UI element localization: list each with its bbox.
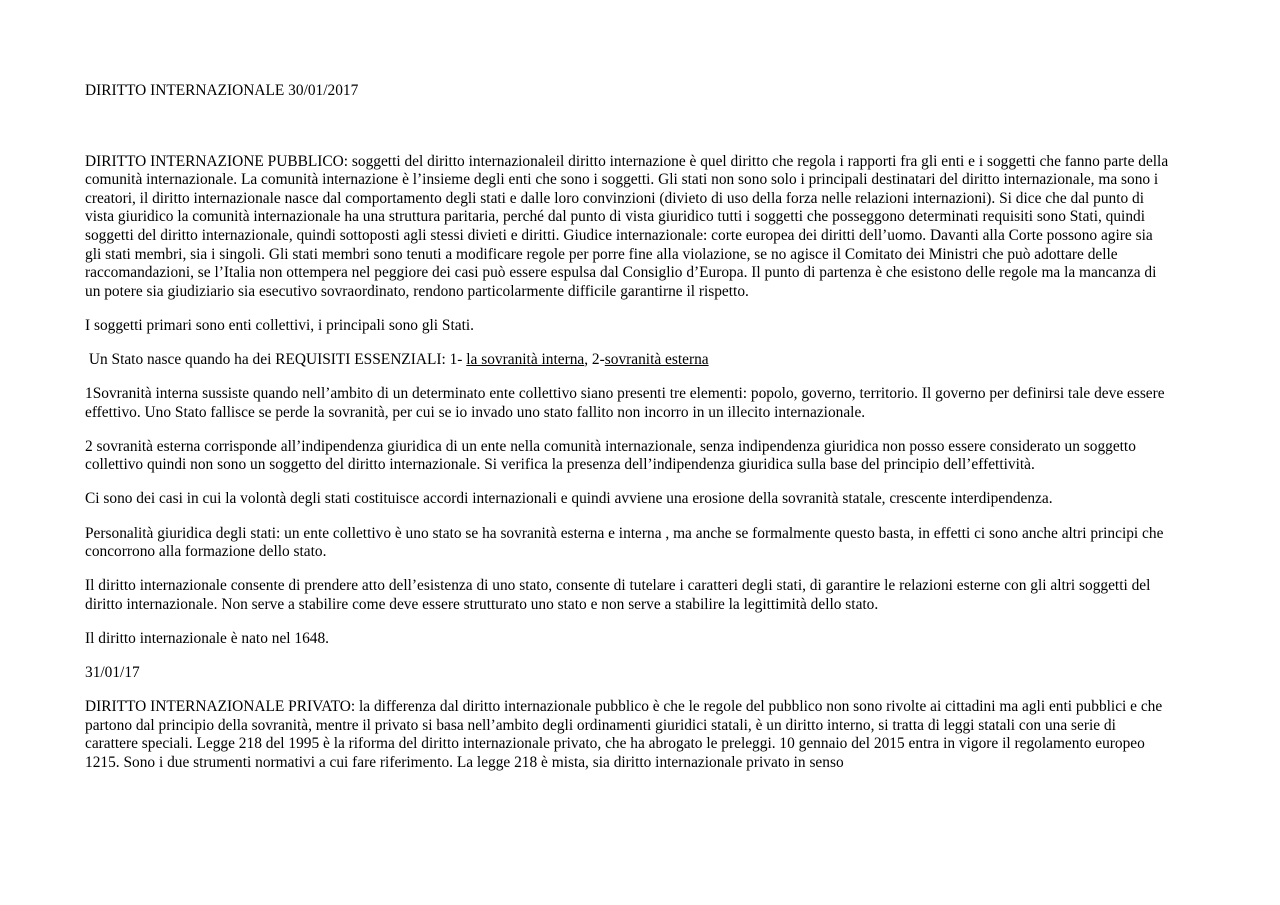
paragraph-primary-subjects: I soggetti primari sono enti collettivi, i principali sono gli Stati. (85, 316, 474, 334)
document-title: DIRITTO INTERNAZIONALE 30/01/2017 (85, 82, 359, 99)
paragraph-private-law: DIRITTO INTERNAZIONALE PRIVATO: la differenza dal diritto internazionale pubblico è che le regole del pubblico non sono rivolte ai cittadini ma agli enti pubblici e che partono dal principio della sovranità, mentre il privato si basa nell’ambito degli ordinamenti giuridici statali, è un diritto interno, si tratta di leggi statali con una serie di carattere speciali. Legge 218 del 1995 è la riforma del diritto internazionale privato, che ha abrogato le preleggi. 10 gennaio del 2015 entra in vigore il regolamento europeo 1215. Sono i due strumenti normativi a cui fare riferimento. La legge 218 è mista, sia diritto internazionale privato in senso (85, 698, 1163, 771)
paragraph-role-of-law: Il diritto internazionale consente di prendere atto dell’esistenza di uno stato, consente di tutelare i caratteri degli stati, di garantire le relazioni esterne con gli altri soggetti del diritto internazionale. Non serve a stabilire come deve essere strutturato uno stato e non serve a stabilire la legittimità dello stato. (85, 577, 1151, 613)
requirements-intro: Un Stato nasce quando ha dei REQUISITI ESSENZIALI: 1- (85, 350, 467, 368)
document-page (85, 82, 1170, 788)
paragraph-birth-date: Il diritto internazionale è nato nel 1648. (85, 629, 330, 647)
section-date: 31/01/17 (85, 663, 140, 681)
paragraph-legal-personality: Personalità giuridica degli stati: un ente collettivo è uno stato se ha sovranità esterna e interna , ma anche se formalmente questo basta, in effetti ci sono anche altri principi che concorrono alla formazione dello stato. (85, 524, 1164, 561)
paragraph-erosion: Ci sono dei casi in cui la volontà degli stati costituisce accordi internazionali e quindi avviene una erosione della sovranità statale, crescente interdipendenza. (85, 490, 1053, 508)
paragraph-internal-sovereignty: 1Sovranità interna sussiste quando nell’ambito di un determinato ente collettivo siano presenti tre elementi: popolo, governo, territorio. Il governo per definirsi tale deve essere effettivo. Uno Stato fallisce se perde la sovranità, per cui se io invado uno stato fallito non incorro in un illecito internazionale. (85, 385, 1165, 421)
link-external-sovereignty: sovranità esterna (604, 350, 709, 368)
link-internal-sovereignty: la sovranità interna (466, 350, 585, 368)
paragraph-external-sovereignty: 2 sovranità esterna corrisponde all’indipendenza giuridica di un ente nella comunità internazionale, senza indipendenza giuridica non posso essere considerato un soggetto collettivo quindi non sono un soggetto del diritto internazionale. Si verifica la presenza dell’indipendenza giuridica sulla base del principio dell’effettività. (85, 437, 1136, 474)
paragraph-public-law: DIRITTO INTERNAZIONE PUBBLICO: soggetti del diritto internazionaleil diritto internazione è quel diritto che regola i rapporti fra gli enti e i soggetti che fanno parte della comunità internazionale. La comunità internazione è l’insieme degli enti che sono i soggetti. Gli stati non sono solo i principali destinatari del diritto internazionale, ma sono i creatori, il diritto internazionale nasce dal comportamento degli stati e dalle loro convinzioni (divieto di uso della forza nelle relazioni internazioni). Si dice che dal punto di vista giuridico la comunità internazionale ha una struttura paritaria, perché dal punto di vista giuridico tutti i soggetti che posseggono determinati requisiti sono Stati, quindi soggetti del diritto internazionale, quindi sottoposti agli stessi divieti e diritti. Giudice internazionale: corte europea dei diritti dell’uomo. Davanti alla Corte possono agire sia gli stati membri, sia i singoli. Gli stati membri sono tenuti a modificare regole per porre fine alla violazione, se no agisce il Comitato dei Ministri che può adottare delle raccomandazioni, se l’Italia non ottempera nel peggiore dei casi può essere espulsa dal Consiglio d’Europa. Il punto di partenza è che esistono delle regole ma la mancanza di un potere sia giudiziario sia esecutivo sovraordinato, rendono particolarmente difficile garantirne il rispetto. (85, 152, 1169, 300)
requirements-separator: , 2- (584, 350, 605, 368)
paragraph-essential-requirements (85, 351, 1170, 370)
